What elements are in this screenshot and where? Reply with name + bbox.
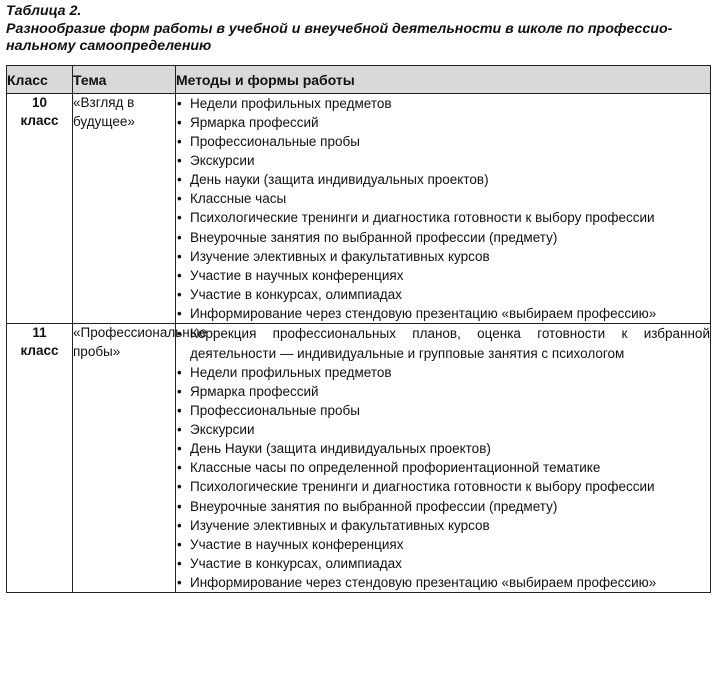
list-item: • Изучение элективных и факультативных курсов bbox=[176, 516, 710, 535]
list-item: • Информирование через стендовую презентацию «выбираем профессию» bbox=[176, 304, 710, 324]
list-item: • Внеурочные занятия по выбранной профессии (предмету) bbox=[176, 228, 710, 247]
list-item: • Профессиональные пробы bbox=[176, 401, 710, 420]
list-item: • Коррекция профессиональных планов, оценка готовности к избранной деятельности — индивидуальные и групповые занятия с психологом bbox=[176, 324, 710, 363]
list-item: • Участие в конкурсах, олимпиадах bbox=[176, 554, 710, 573]
methods-table bbox=[6, 65, 711, 593]
list-item: • День Науки (защита индивидуальных проектов) bbox=[176, 439, 710, 458]
list-item: • Участие в научных конференциях bbox=[176, 535, 710, 554]
list-item: • Классные часы bbox=[176, 189, 710, 208]
methods-cell bbox=[176, 324, 711, 593]
methods-cell bbox=[176, 94, 711, 324]
list-item: • День науки (защита индивидуальных проектов) bbox=[176, 170, 710, 189]
list-item: • Ярмарка профессий bbox=[176, 113, 710, 132]
theme-label: «Профессиональные пробы» bbox=[73, 325, 207, 359]
header-row bbox=[7, 66, 711, 94]
list-item: • Изучение элективных и факультативных курсов bbox=[176, 247, 710, 266]
list-item: • Участие в научных конференциях bbox=[176, 266, 710, 285]
methods-list bbox=[176, 324, 710, 592]
list-item: • Недели профильных предметов bbox=[176, 363, 710, 382]
theme-cell bbox=[73, 324, 207, 593]
list-item: • Внеурочные занятия по выбранной профессии (предмету) bbox=[176, 497, 710, 516]
methods-list bbox=[176, 94, 710, 323]
header-theme: Тема bbox=[73, 66, 176, 94]
list-item: • Психологические тренинги и диагностика готовности к выбору профессии bbox=[176, 208, 710, 228]
list-item: • Экскурсии bbox=[176, 420, 710, 439]
table-row bbox=[7, 324, 711, 593]
list-item: • Экскурсии bbox=[176, 151, 710, 170]
list-item: • Недели профильных предметов bbox=[176, 94, 710, 113]
list-item: • Классные часы по определенной профориентационной тематике bbox=[176, 458, 710, 477]
list-item: • Участие в конкурсах, олимпиадах bbox=[176, 285, 710, 304]
theme-label: «Взгляд в будущее» bbox=[73, 95, 135, 129]
theme-cell bbox=[73, 94, 176, 324]
header-methods: Методы и формы работы bbox=[176, 66, 711, 94]
table-caption bbox=[6, 3, 706, 56]
list-item: • Ярмарка профессий bbox=[176, 382, 710, 401]
table-title: Разнообразие форм работы в учебной и внеучебной деятельности в школе по профессиональному самоопределению bbox=[6, 20, 673, 54]
header-grade: Класс bbox=[7, 66, 73, 94]
list-item: • Информирование через стендовую презентацию «выбираем профессию» bbox=[176, 573, 710, 593]
list-item: • Психологические тренинги и диагностика готовности к выбору профессии bbox=[176, 477, 710, 497]
list-item: • Профессиональные пробы bbox=[176, 132, 710, 151]
table-number: Таблица 2. bbox=[6, 3, 82, 19]
grade-cell bbox=[7, 94, 73, 324]
table-row bbox=[7, 94, 711, 324]
grade-label: 11 класс bbox=[20, 325, 59, 358]
grade-label: 10 класс bbox=[20, 95, 59, 128]
grade-cell bbox=[7, 324, 73, 593]
